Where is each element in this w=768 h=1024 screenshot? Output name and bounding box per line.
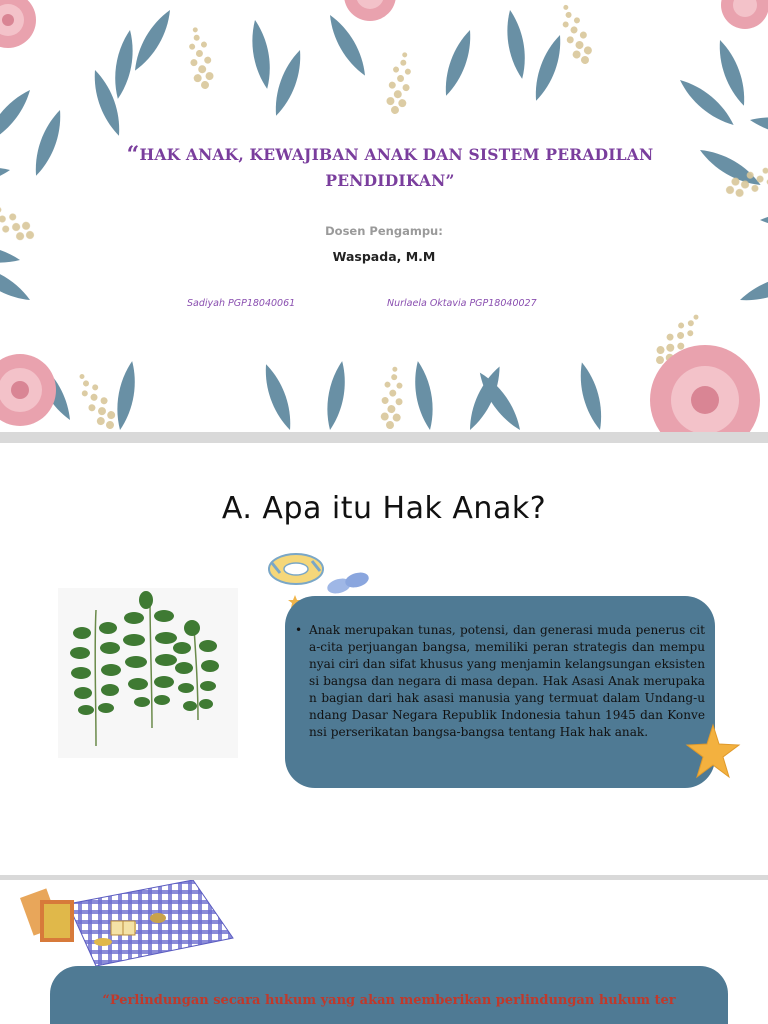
lecturer-label: Dosen Pengampu: [325,224,443,238]
floral-frame [0,0,768,432]
definition-textbox [285,596,715,788]
bullet-text: Anak merupakan tunas, potensi, dan generasi muda penerus cita-cita perjuangan bangsa, memiliki peran strategis dan mempunyai ciri dan sifat khusus yang menjamin kelangsungan eksistensi bangsa dan negara di masa depan. Hak Asasi Anak merupakan bagian dari hak asasi manusia yang termuat dalam Undang-undang Dasar Negara Republik Indonesia tahun 1945 dan Konvensi perserikatan bangsa-bangsa tentang Hak hak anak. [309,623,705,739]
title-open-quote: “ [126,142,140,168]
author-1: Sadiyah PGP18040061 [187,298,296,309]
rose-top [344,0,396,21]
lecturer-name: Waspada, M.M [332,249,436,264]
title-line-1: HAK ANAK, KEWAJIBAN ANAK DAN SISTEM PERADILAN [139,145,654,164]
title-slide [0,0,768,432]
rose-top-right [721,0,768,29]
quote-slide [0,880,768,1024]
presentation-title [110,142,670,194]
quote-box [50,966,728,1024]
bullet-marker: • [295,623,303,637]
quote-text: “Perlindungan secara hukum yang akan memberikan perlindungan hukum ter [102,993,676,1008]
title-line-2: PENDIDIKAN” [325,171,455,190]
slide-heading: A. Apa itu Hak Anak? [221,491,547,526]
author-2: Nurlaela Oktavia PGP18040027 [387,298,537,309]
rose-bottom-left [0,354,56,426]
flip-flops-icon [325,568,371,596]
leaves-illustration [58,588,238,758]
swim-ring-icon [266,551,326,587]
content-slide [0,443,768,875]
book-icon [110,920,136,936]
bullet-item [295,622,705,741]
starfish-icon [684,723,742,781]
rose-top-left [0,0,36,48]
